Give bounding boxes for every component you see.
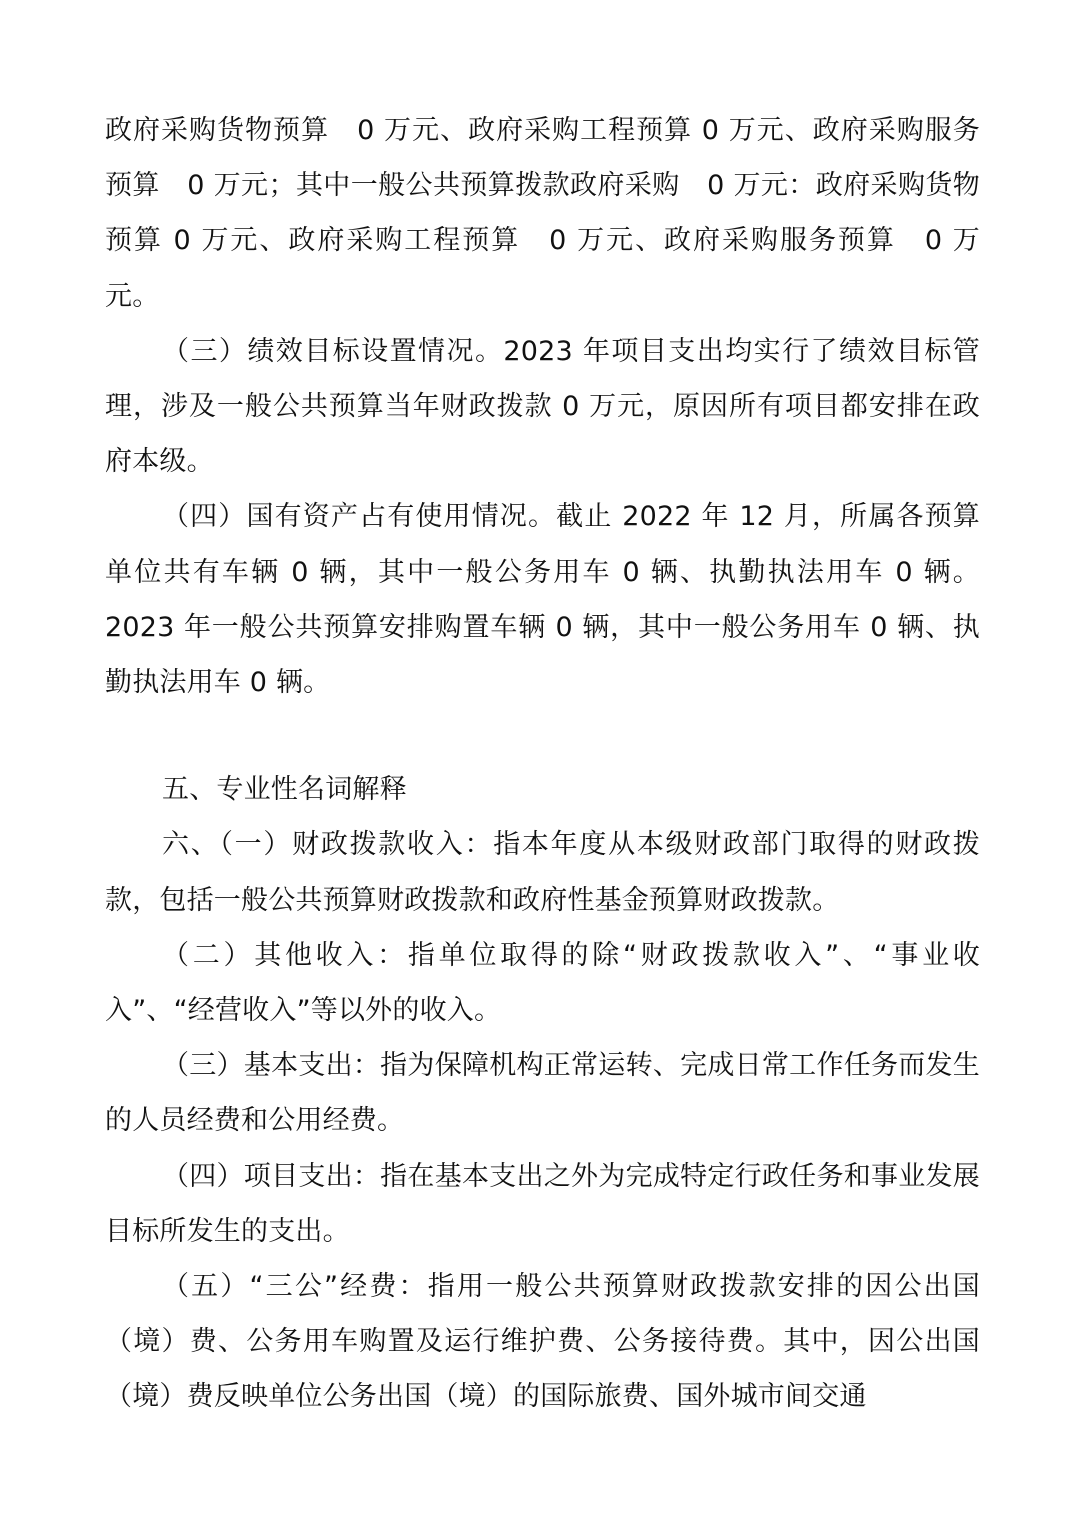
section-spacer <box>105 710 980 762</box>
paragraph-state-assets: （四）国有资产占有使用情况。截止 2022 年 12 月，所属各预算单位共有车辆 0 辆，其中一般公务用车 0 辆、执勤执法用车 0 辆。2023 年一般公共预算安排购置车辆 0 辆，其中一般公务用车 0 辆、执勤执法用车 0 辆。 <box>105 501 980 699</box>
paragraph-other-income: （二）其他收入：指单位取得的除“财政拨款收入”、“事业收入”、“经营收入”等以外的收入。 <box>105 939 980 1027</box>
paragraph-fiscal-appropriation: 六、（一）财政拨款收入：指本年度从本级财政部门取得的财政拨款，包括一般公共预算财政拨款和政府性基金预算财政拨款。 <box>105 829 980 916</box>
document-body <box>105 103 980 1425</box>
paragraph-procurement-budget: 政府采购货物预算 0 万元、政府采购工程预算 0 万元、政府采购服务预算 0 万元；其中一般公共预算拨款政府采购 0 万元：政府采购货物预算 0 万元、政府采购工程预算 0 万元、政府采购服务预算 0 万元。 <box>105 115 980 312</box>
paragraph-three-public-expenses: （五）“三公”经费：指用一般公共预算财政拨款安排的因公出国（境）费、公务用车购置及运行维护费、公务接待费。其中，因公出国（境）费反映单位公务出国（境）的国际旅费、国外城市间交通 <box>105 1271 980 1413</box>
paragraph-basic-expenditure: （三）基本支出：指为保障机构正常运转、完成日常工作任务而发生的人员经费和公用经费。 <box>105 1050 980 1137</box>
paragraph-project-expenditure: （四）项目支出：指在基本支出之外为完成特定行政任务和事业发展目标所发生的支出。 <box>105 1160 980 1247</box>
paragraph-performance-goals: （三）绩效目标设置情况。2023 年项目支出均实行了绩效目标管理，涉及一般公共预算当年财政拨款 0 万元，原因所有项目都安排在政府本级。 <box>105 335 980 478</box>
section-heading-terms: 五、专业性名词解释 <box>162 774 407 806</box>
